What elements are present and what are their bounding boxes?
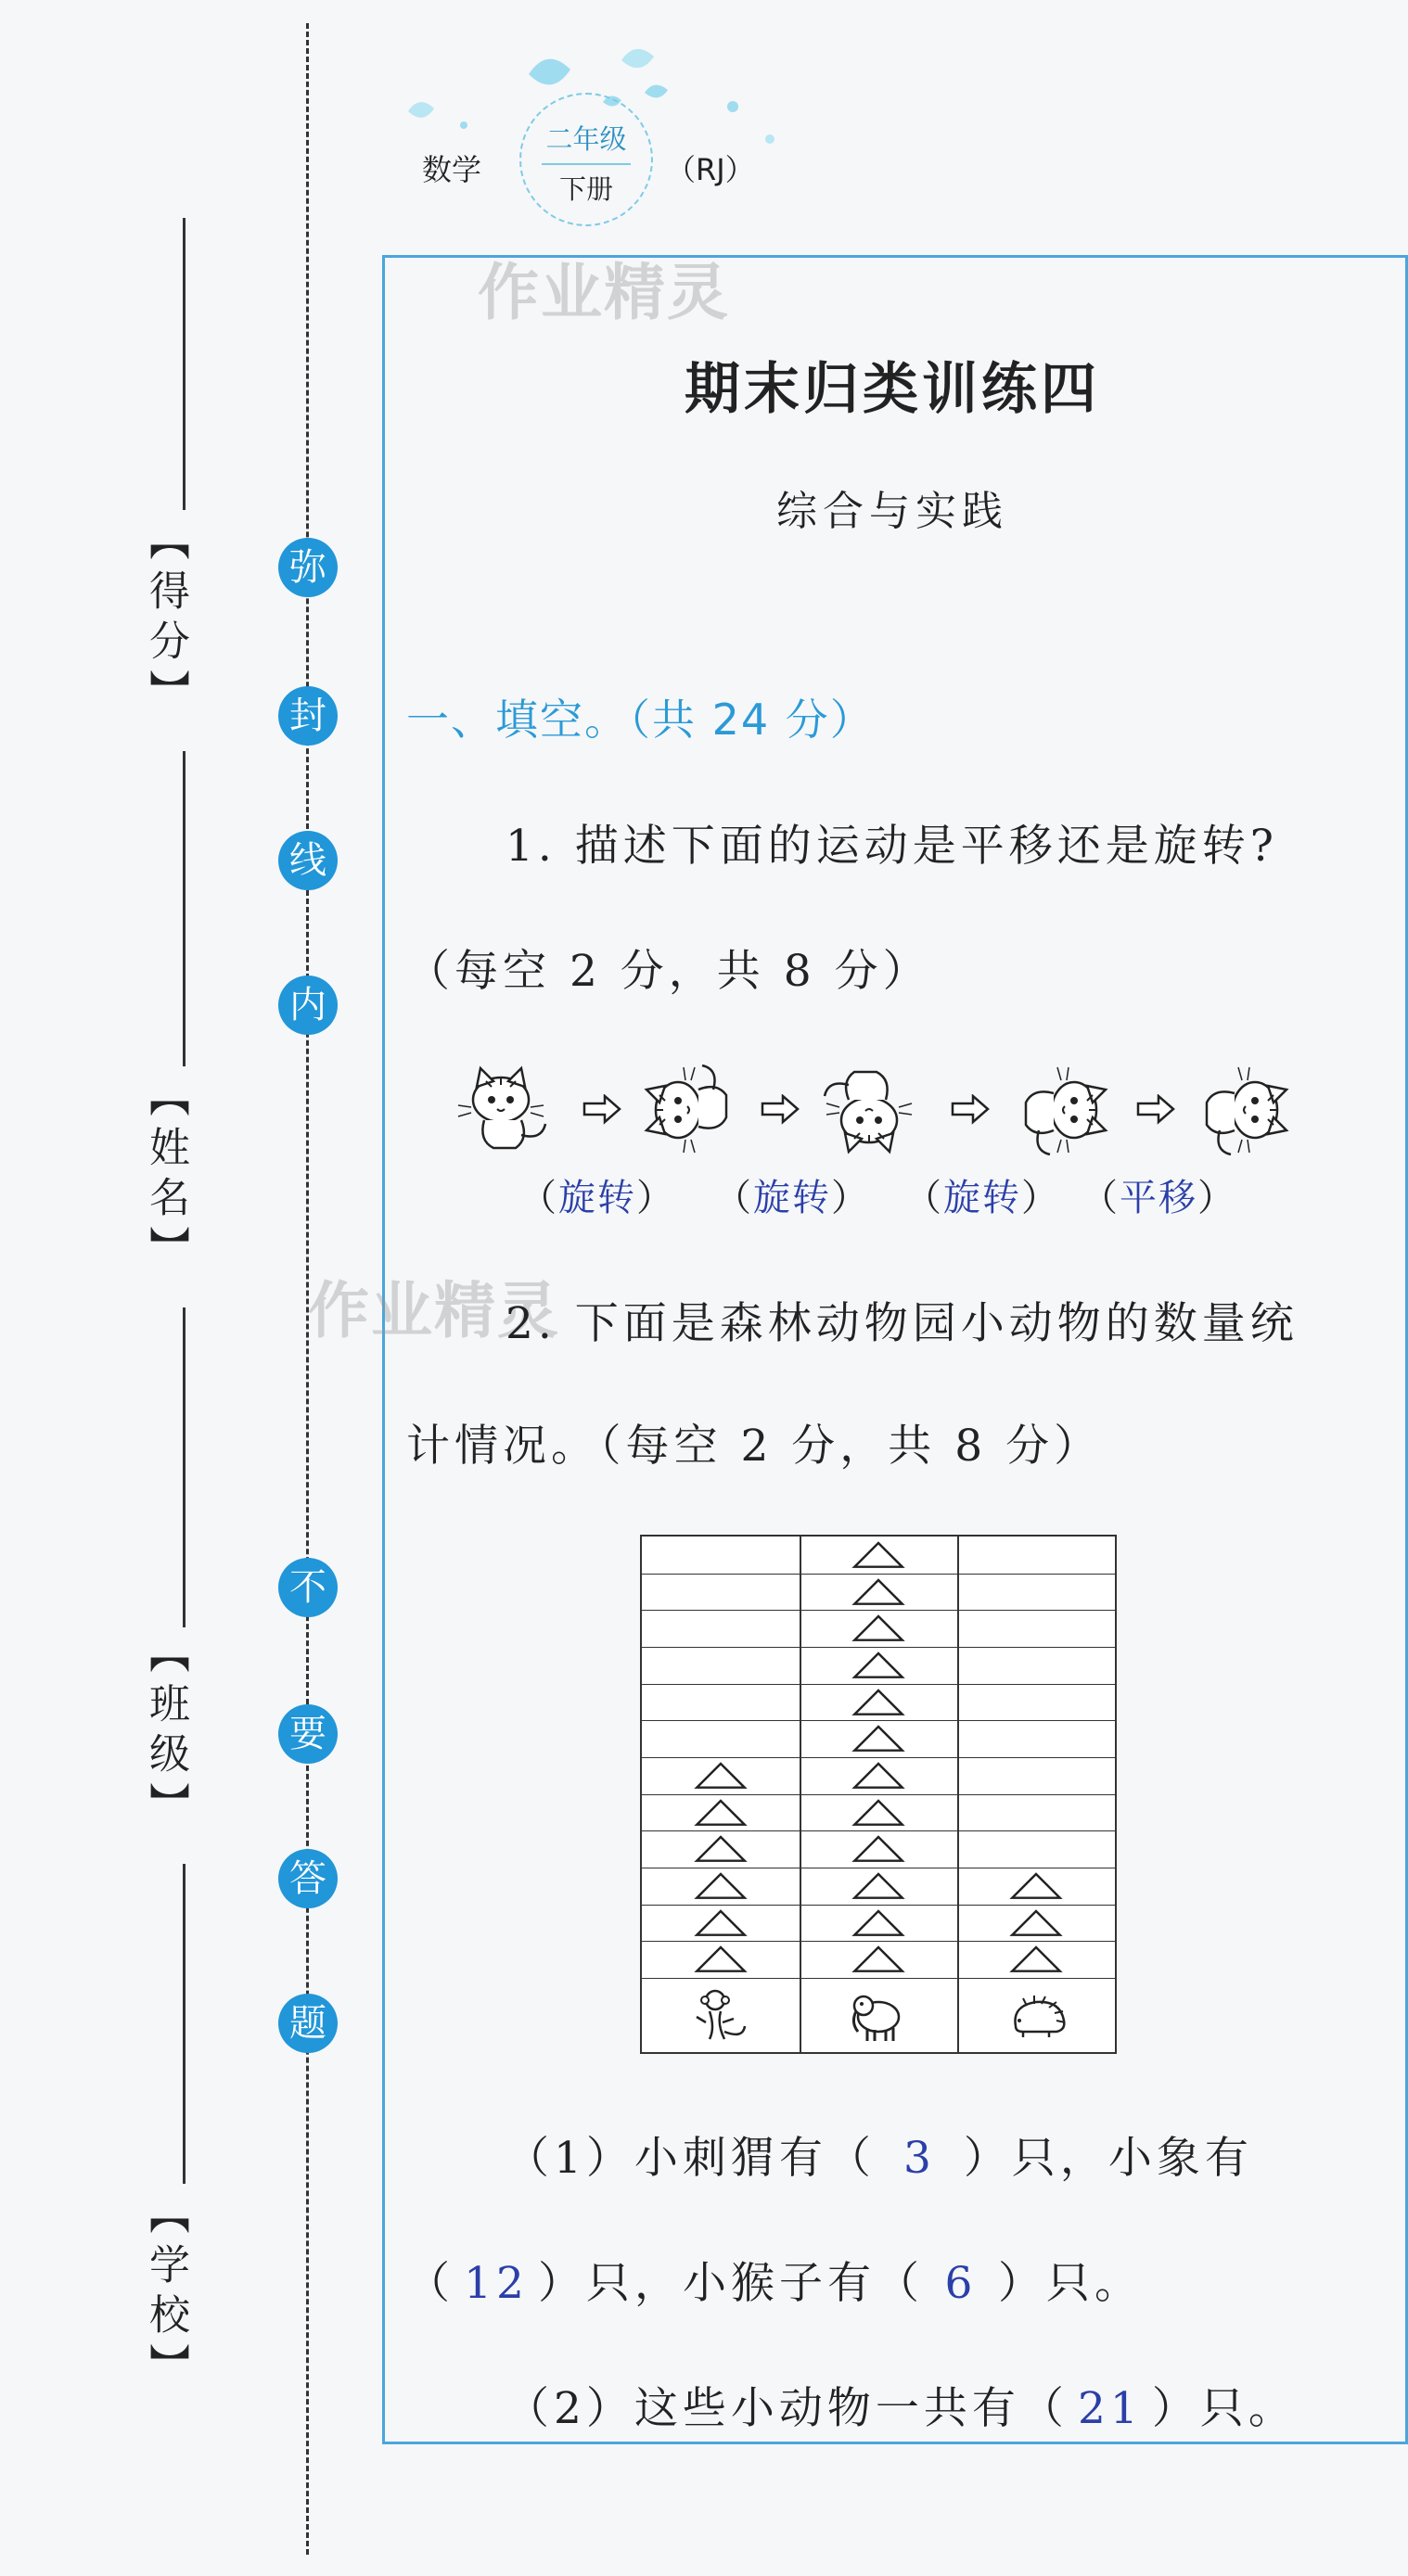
- triangle-tally-mark: [1008, 1907, 1064, 1939]
- sub-question-1-text: ）只。: [998, 2258, 1143, 2309]
- score-field-label: 【得分】: [142, 519, 189, 720]
- triangle-tally-mark: [851, 1576, 906, 1608]
- answer-1: 旋转: [558, 1177, 636, 1219]
- arrow-right-icon: [582, 1094, 623, 1126]
- seal-char: 线: [278, 831, 338, 890]
- arrow-right-icon: [761, 1094, 801, 1126]
- sub-question-1-cont: [406, 2249, 1143, 2311]
- triangle-tally-mark: [693, 1797, 749, 1829]
- school-field-label: 【学校】: [142, 2193, 189, 2393]
- elephant-count-answer: 12: [464, 2258, 529, 2309]
- term-label: 下册: [558, 173, 613, 205]
- question-1-text: 1. 描述下面的运动是平移还是旋转?: [506, 821, 1278, 872]
- triangle-tally-mark: [851, 1944, 906, 1975]
- sub-question-1-text: ）只，小猴子有（: [538, 2258, 924, 2309]
- question-1-score: （每空 2 分，共 8 分）: [406, 946, 931, 997]
- triangle-tally-mark: [1008, 1870, 1064, 1902]
- triangle-tally-mark: [851, 1687, 906, 1718]
- total-count-answer: 21: [1078, 2383, 1143, 2434]
- triangle-tally-mark: [693, 1833, 749, 1865]
- seal-char: 答: [278, 1849, 338, 1908]
- answer-paren-1: （旋转）: [519, 1177, 675, 1219]
- sub-question-1: [506, 2123, 1253, 2186]
- sub-question-2-text: ）只。: [1151, 2383, 1297, 2434]
- cat-icon: [640, 1065, 736, 1155]
- watermark: 作业精灵: [478, 257, 730, 328]
- watermark: 作业精灵: [308, 1275, 560, 1346]
- tally-row-divider: [642, 1574, 1115, 1575]
- triangle-tally-mark: [1008, 1944, 1064, 1975]
- sub-question-2-text: （2）这些小动物一共有（: [506, 2383, 1069, 2434]
- sub-question-1-text: （1）小刺猬有（: [506, 2133, 876, 2184]
- tally-chart: [640, 1535, 1117, 2054]
- subject-label: 数学: [422, 152, 482, 187]
- tally-row-divider: [642, 1905, 1115, 1906]
- tally-row-divider: [642, 1941, 1115, 1942]
- badge-divider: [542, 163, 631, 165]
- arrow-right-icon: [1136, 1094, 1177, 1126]
- grade-label: 二年级: [545, 123, 627, 155]
- triangle-tally-mark: [851, 1613, 906, 1644]
- page-title: 期末归类训练四: [685, 357, 1100, 422]
- triangle-tally-mark: [851, 1797, 906, 1829]
- sub-question-1-text: ）只，小象有: [963, 2133, 1253, 2184]
- tally-row-divider: [642, 1830, 1115, 1831]
- page-subtitle: 综合与实践: [776, 488, 1008, 535]
- answer-4: 平移: [1120, 1177, 1197, 1219]
- triangle-tally-mark: [693, 1907, 749, 1939]
- paren-open: （: [406, 2258, 454, 2309]
- name-field-label: 【姓名】: [142, 1076, 189, 1276]
- answer-paren-2: （旋转）: [714, 1177, 870, 1219]
- triangle-tally-mark: [693, 1760, 749, 1792]
- triangle-tally-mark: [851, 1833, 906, 1865]
- triangle-tally-mark: [851, 1760, 906, 1792]
- cat-icon: [1016, 1065, 1112, 1155]
- cat-icon: [453, 1065, 549, 1155]
- elephant-icon: [845, 1983, 912, 2047]
- triangle-tally-mark: [851, 1723, 906, 1754]
- class-line: [183, 1307, 186, 1627]
- answer-paren-4: （平移）: [1081, 1177, 1236, 1219]
- tally-row-divider: [642, 1978, 1115, 1979]
- tally-row-divider: [642, 1757, 1115, 1758]
- tally-row-divider: [642, 1610, 1115, 1611]
- edition-label: （RJ）: [666, 152, 755, 187]
- tally-row-divider: [642, 1684, 1115, 1685]
- answer-paren-3: （旋转）: [904, 1177, 1060, 1219]
- triangle-tally-mark: [851, 1907, 906, 1939]
- cat-icon: [1197, 1065, 1293, 1155]
- name-line: [183, 751, 186, 1066]
- triangle-tally-mark: [693, 1870, 749, 1902]
- triangle-tally-mark: [693, 1944, 749, 1975]
- sub-question-2: [506, 2374, 1297, 2436]
- section-heading: 一、填空。（共 24 分）: [406, 695, 875, 745]
- tally-row-divider: [642, 1794, 1115, 1795]
- seal-char: 弥: [278, 538, 338, 597]
- school-line: [183, 1864, 186, 2184]
- tally-row-divider: [642, 1647, 1115, 1648]
- answer-3: 旋转: [943, 1177, 1021, 1219]
- grade-badge: [519, 93, 653, 226]
- question-2-text: 2. 下面是森林动物园小动物的数量统: [506, 1298, 1299, 1349]
- arrow-right-icon: [951, 1094, 992, 1126]
- class-field-label: 【班级】: [142, 1632, 189, 1832]
- triangle-tally-mark: [851, 1870, 906, 1902]
- monkey-icon: [687, 1983, 754, 2047]
- seal-char: 内: [278, 976, 338, 1035]
- seal-char: 封: [278, 686, 338, 746]
- question-2-text-cont: 计情况。（每空 2 分，共 8 分）: [406, 1421, 1103, 1472]
- seal-char: 题: [278, 1994, 338, 2053]
- cat-icon: [821, 1065, 917, 1155]
- tally-row-divider: [642, 1720, 1115, 1721]
- answer-2: 旋转: [753, 1177, 831, 1219]
- triangle-tally-mark: [851, 1539, 906, 1571]
- seal-char: 不: [278, 1558, 338, 1617]
- score-line: [183, 218, 186, 510]
- seal-char: 要: [278, 1704, 338, 1764]
- triangle-tally-mark: [851, 1650, 906, 1681]
- hedgehog-icon: [1003, 1983, 1069, 2047]
- monkey-count-answer: 6: [944, 2258, 978, 2309]
- hedgehog-count-answer: 3: [902, 2133, 936, 2184]
